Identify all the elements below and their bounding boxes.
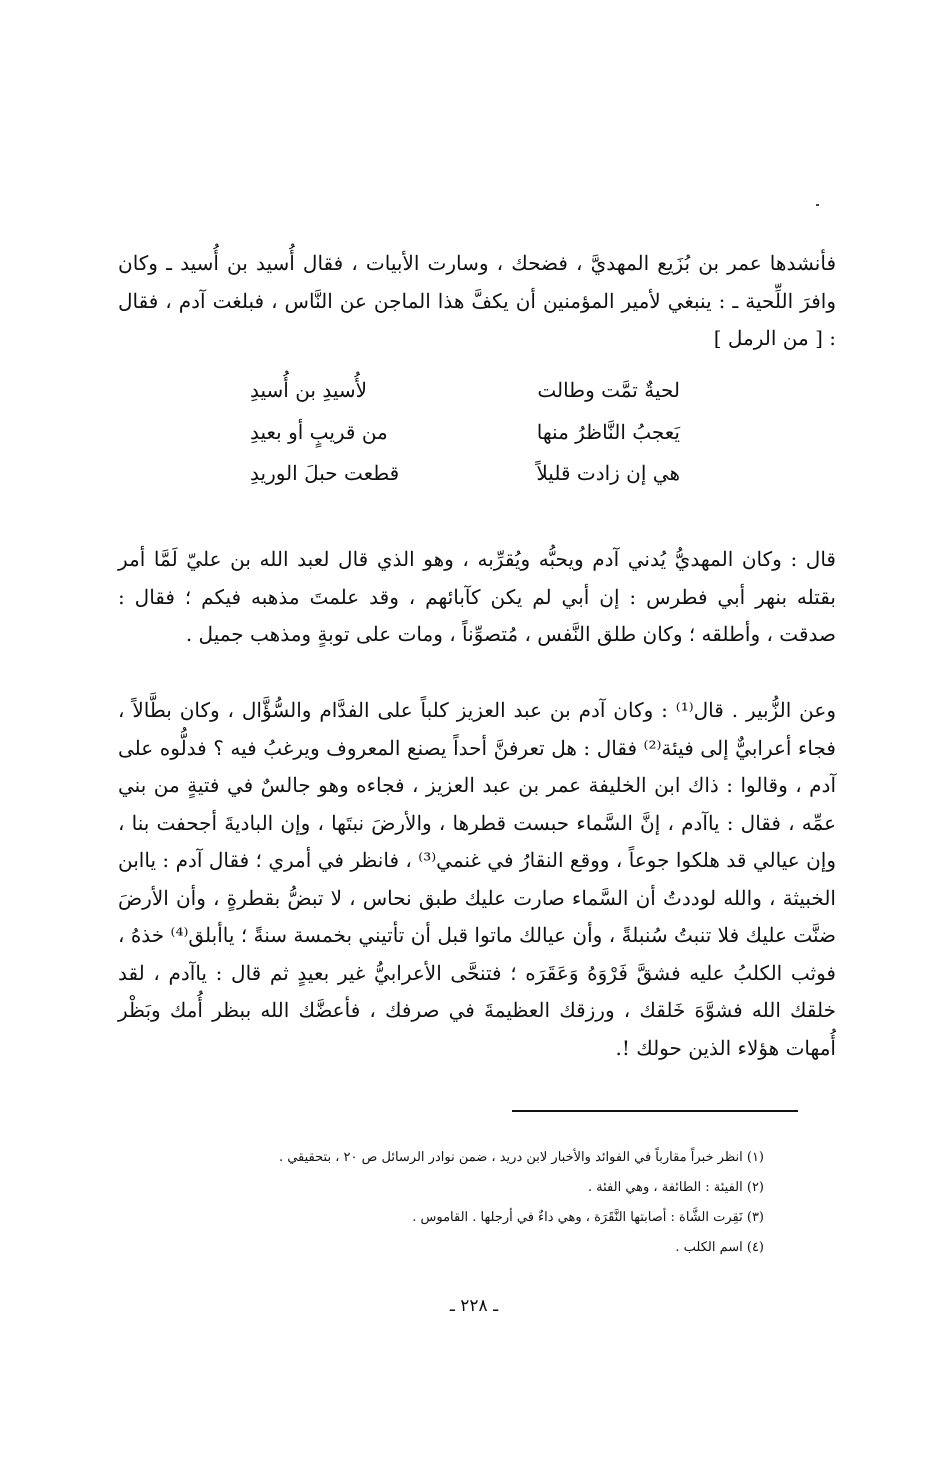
verse-2-second-hemistich: من قريبٍ أو بعيدِ	[250, 420, 388, 444]
verse-3-first-hemistich: هي إن زادت قليلاً	[536, 461, 680, 485]
verse-line-1	[240, 378, 680, 418]
footnote-separator	[512, 1110, 798, 1112]
verse-1-first-hemistich: لحيةٌ تمَّت وطالت	[537, 378, 680, 402]
footnote-2: (٢) الفيئة : الطائفة ، وهي الفئة .	[587, 1180, 764, 1195]
verse-line-3	[240, 461, 680, 501]
paragraph-2: قال : وكان المهديُّ يُدني آدم ويحبُّه ويُقرِّبه ، وهو الذي قال لعبد الله بن عليّ لَمَّا أمر بقتله بنهر أبي فطرس : إن أبي لم يكن كآبائهم ، وقد علمتَ مذهبه فيكم ؛ فقال : صدقت ، وأطلقه ؛ وكان طلق النَّفس ، مُتصوِّناً ، ومات على توبةٍ ومذهب جميل .	[118, 547, 836, 646]
verse-2-first-hemistich: يَعجبُ النَّاظرُ منها	[536, 420, 680, 444]
paragraph-3: وعن الزُّبير . قال⁽¹⁾ : وكان آدم بن عبد العزيز كلباً على الفدَّام والسُّؤَّال ، وكان بطَّالاً ، فجاء أعرابيٌّ إلى فيئة⁽²⁾ فقال : هل تعرفنَّ أحداً يصنع المعروف ويرغبُ فيه ؟ فدلُّوه على آدم ، وقالوا : ذاك ابن الخليفة عمر بن عبد العزيز ، فجاءه وهو جالسٌ في فتيةٍ من بني عمِّه ، فقال : ياآدم ، إنَّ السَّماء حبست قطرها ، والأرضَ نبتَها ، وإن الباديةَ أجحفت بنا ، وإن عيالي قد هلكوا جوعاً ، ووقع النقارُ في غنمي⁽³⁾ ، فانظر في أمري ؛ فقال آدم : ياابن الخبيثة ، والله لوددتُ أن السَّماء صارت عليك طبق نحاس ، لا تبضُّ بقطرةٍ ، وأن الأرضَ ضنَّت عليك فلا تنبتُ سُنبلةً ، وأن عيالك ماتوا قبل أن تأتيني بخمسة سنةً ؛ ياأبلق⁽⁴⁾ خذهُ ، فوثب الكلبُ عليه فشقَّ فَرْوَهُ وَعَقَرَه ؛ فتنحَّى الأعرابيُّ غير بعيدٍ ثم قال : ياآدم ، لقد خلقك الله فشوَّهَ خَلقك ، ورزقك العظيمةَ في صرفك ، فأعضَّك الله ببظر أُمك وبَظْر أُمهات هؤلاء الذين حولك !.	[118, 698, 837, 1060]
footnote-3: (٣) نَقِرت الشَّاة : أصابتها النَّقَرَة ، وهي داءٌ في أرجلها . القاموس .	[412, 1210, 764, 1225]
verse-3-second-hemistich: قطعت حبلَ الوريدِ	[250, 461, 400, 485]
verse-line-2	[240, 420, 680, 460]
page-number: ـ ٢٢٨ ـ	[449, 1296, 499, 1316]
footnote-1: (١) انظر خبراً مقارباً في الفوائد والأخبار لابن دريد ، ضمن نوادر الرسائل ص ٢٠ ، بتحقيقي .	[278, 1150, 764, 1165]
paragraph-1: فأنشدها عمر بن بُزَيع المهديَّ ، فضحك ، وسارت الأبيات ، فقال أُسيد بن أُسيد ـ وكان وافرَ اللِّحية ـ : ينبغي لأمير المؤمنين أن يكفَّ هذا الماجن عن النَّاس ، فبلغت آدم ، فقال : [ من الرمل ]	[118, 251, 836, 350]
footnote-4: (٤) اسم الكلب .	[675, 1240, 764, 1255]
scan-speck	[816, 204, 819, 206]
verse-1-second-hemistich: لأُسيدِ بن أُسيدِ	[250, 378, 368, 402]
